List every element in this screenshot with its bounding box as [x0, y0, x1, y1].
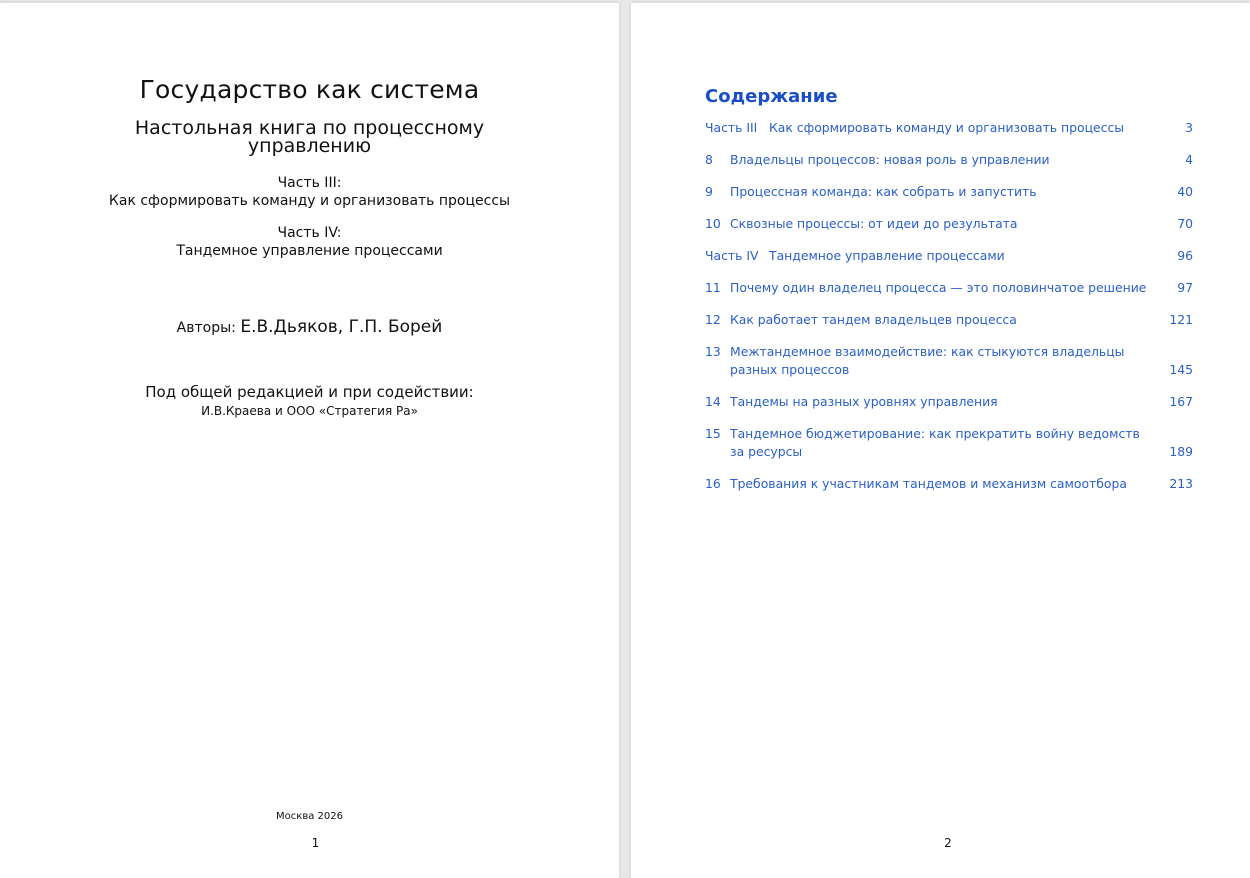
part4-title: Тандемное управление процессами	[176, 243, 443, 259]
toc-entry[interactable]	[705, 279, 1193, 297]
toc-entry-number: 13	[705, 344, 721, 359]
toc-entry-title: Владельцы процессов: новая роль в управлении	[730, 152, 1050, 167]
editors	[0, 382, 619, 420]
editors-label: Под общей редакцией и при содействии:	[145, 383, 474, 401]
toc-entry-page: 3	[1185, 120, 1193, 135]
toc-entry-page: 121	[1169, 312, 1193, 327]
toc-entry-page: 96	[1177, 248, 1193, 263]
toc-entry-title: Тандемы на разных уровнях управления	[730, 394, 998, 409]
toc-entry-number: 11	[705, 280, 721, 295]
toc-entry-number: 15	[705, 426, 721, 441]
toc-entry-number: 10	[705, 216, 721, 231]
toc-heading: Содержание	[705, 86, 838, 107]
toc-entry-page: 189	[1169, 444, 1193, 459]
book-title: Государство как система	[139, 75, 480, 104]
toc-entry-number: 16	[705, 476, 721, 491]
toc-entry-number: 8	[705, 152, 713, 167]
authors-label: Авторы:	[176, 320, 236, 336]
page-number: 1	[311, 836, 320, 850]
part4-label: Часть IV:	[277, 225, 342, 241]
toc-entry-title: Как работает тандем владельцев процесса	[730, 312, 1017, 327]
part4-block	[0, 224, 619, 260]
editors-names: И.В.Краева и ООО «Стратегия Ра»	[201, 404, 418, 418]
authors-names: Е.В.Дьяков, Г.П. Борей	[240, 317, 443, 337]
book-subtitle-text: Настольная книга по процессному управлению	[134, 117, 485, 157]
toc-entry-number: 12	[705, 312, 721, 327]
part3-label: Часть III:	[277, 175, 342, 191]
toc-entry-page: 213	[1169, 476, 1193, 491]
toc-entry-title: Процессная команда: как собрать и запустить	[730, 184, 1037, 199]
toc-list	[705, 119, 1193, 507]
toc-entry-title: Сквозные процессы: от идеи до результата	[730, 216, 1018, 231]
toc-entry-page: 145	[1169, 362, 1193, 377]
toc-entry-title: Тандемное управление процессами	[769, 248, 1005, 263]
toc-page	[631, 3, 1250, 878]
toc-entry-page: 4	[1185, 152, 1193, 167]
toc-entry[interactable]	[705, 183, 1193, 201]
toc-entry-page: 70	[1177, 216, 1193, 231]
toc-entry[interactable]	[705, 247, 1193, 265]
book-subtitle	[0, 119, 619, 155]
toc-entry-title: Требования к участникам тандемов и механизм самоотбора	[730, 476, 1127, 491]
part3-title: Как сформировать команду и организовать процессы	[108, 193, 511, 209]
toc-entry-title: Почему один владелец процесса — это половинчатое решение	[730, 280, 1147, 295]
toc-entry-number: Часть IV	[705, 248, 759, 263]
toc-entry[interactable]	[705, 311, 1193, 329]
city-year: Москва 2026	[276, 811, 343, 822]
toc-entry-title: Межтандемное взаимодействие: как стыкуются владельцы разных процессов	[730, 344, 1125, 377]
toc-entry[interactable]	[705, 119, 1193, 137]
toc-entry[interactable]	[705, 343, 1193, 379]
toc-entry[interactable]	[705, 151, 1193, 169]
title-page	[0, 3, 619, 878]
toc-entry[interactable]	[705, 393, 1193, 411]
toc-entry[interactable]	[705, 215, 1193, 233]
toc-entry-page: 97	[1177, 280, 1193, 295]
authors	[0, 317, 619, 337]
toc-entry-number: Часть III	[705, 120, 758, 135]
toc-entry[interactable]	[705, 425, 1193, 461]
toc-entry-title: Тандемное бюджетирование: как прекратить войну ведомств за ресурсы	[730, 426, 1140, 459]
toc-entry-title: Как сформировать команду и организовать процессы	[769, 120, 1125, 135]
toc-entry[interactable]	[705, 475, 1193, 493]
part3-block	[0, 174, 619, 210]
toc-entry-page: 167	[1169, 394, 1193, 409]
toc-entry-number: 14	[705, 394, 721, 409]
toc-entry-number: 9	[705, 184, 713, 199]
page-number: 2	[944, 836, 952, 850]
toc-entry-page: 40	[1177, 184, 1193, 199]
